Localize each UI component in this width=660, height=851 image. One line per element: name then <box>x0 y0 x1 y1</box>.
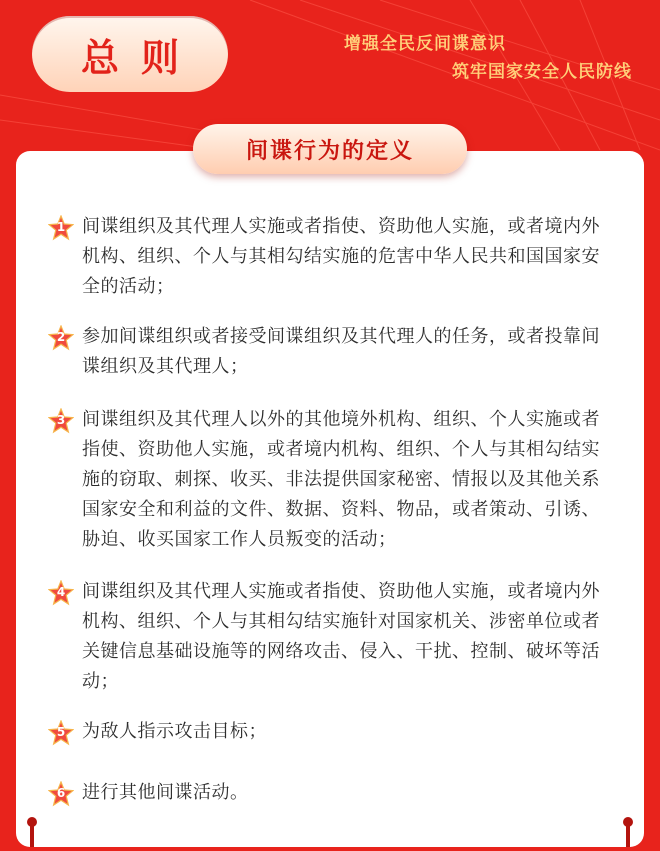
list-item <box>48 405 618 555</box>
section-title: 间谍行为的定义 <box>245 138 414 164</box>
header-title: 总则 <box>80 35 201 80</box>
section-title-pill <box>193 124 467 174</box>
item-text: 进行其他间谍活动。 <box>82 782 249 803</box>
item-text: 间谍组织及其代理人以外的其他境外机构、组织、个人实施或者指使、资助他人实施，或者境内机构、组织、个人与其相勾结实施的窃取、刺探、收买、非法提供国家秘密、情报以及其他关系国家安全和利益的文件、数据、资料、物品，或者策动、引诱、胁迫、收买国家工作人员叛变的活动； <box>82 409 600 550</box>
item-text: 参加间谍组织或者接受间谍组织及其代理人的任务，或者投靠间谍组织及其代理人； <box>82 326 600 377</box>
item-number: 5 <box>56 725 66 739</box>
list-item <box>48 717 618 747</box>
item-number: 3 <box>56 413 66 427</box>
star-badge-icon <box>48 781 74 807</box>
item-number: 6 <box>56 786 66 800</box>
star-badge-icon <box>48 408 74 434</box>
list-item <box>48 778 618 808</box>
star-badge-icon <box>48 580 74 606</box>
card-pin-left <box>30 823 34 847</box>
list-item <box>48 212 618 302</box>
list-item <box>48 322 618 382</box>
star-badge-icon <box>48 215 74 241</box>
item-number: 2 <box>56 330 66 344</box>
item-text: 间谍组织及其代理人实施或者指使、资助他人实施，或者境内外机构、组织、个人与其相勾结实施针对国家机关、涉密单位或者关键信息基础设施等的网络攻击、侵入、干扰、控制、破坏等活动； <box>82 581 600 692</box>
slogan-line-2: 筑牢国家安全人民防线 <box>452 62 632 82</box>
list-item <box>48 577 618 697</box>
item-text: 间谍组织及其代理人实施或者指使、资助他人实施，或者境内外机构、组织、个人与其相勾结实施的危害中华人民共和国国家安全的活动； <box>82 216 600 297</box>
star-badge-icon <box>48 325 74 351</box>
item-number: 4 <box>56 585 66 599</box>
item-number: 1 <box>56 220 66 234</box>
star-badge-icon <box>48 720 74 746</box>
card-pin-right <box>626 823 630 847</box>
item-text: 为敌人指示攻击目标； <box>82 721 267 742</box>
header-title-pill <box>32 16 228 92</box>
slogan-line-1: 增强全民反间谍意识 <box>344 34 506 54</box>
